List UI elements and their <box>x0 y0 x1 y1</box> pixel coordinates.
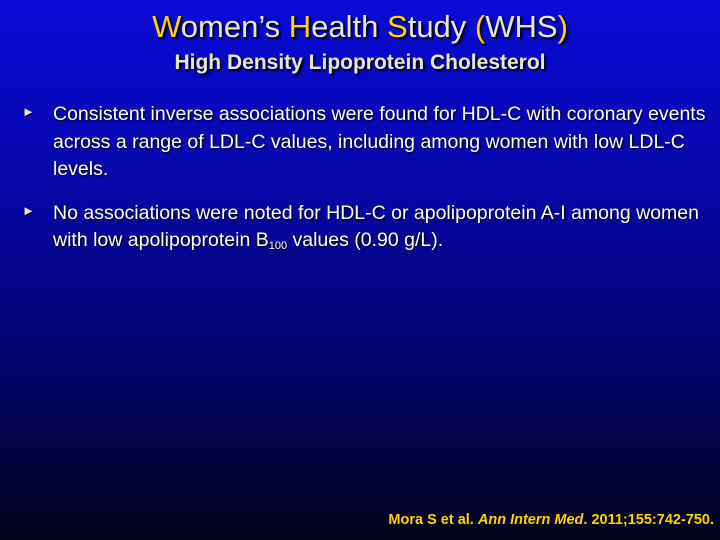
title-text-ealth: ealth <box>311 9 388 44</box>
bullet-item <box>22 200 712 255</box>
bullet-list <box>22 101 712 271</box>
citation-authors: Mora S et al. <box>388 512 478 528</box>
bullet-text <box>53 200 712 255</box>
bullet-text-before: No associations were noted for HDL-C or apolipoprotein A-I among women with low apolipoprotein B <box>53 201 699 251</box>
citation-details: . 2011;155:742-750. <box>583 512 714 528</box>
slide-title <box>0 8 720 46</box>
bullet-item <box>22 101 712 184</box>
bullet-text: Consistent inverse associations were found for HDL-C with coronary events across a range of LDL-C values, including among women with low LDL-C levels. <box>53 103 706 180</box>
bullet-marker-icon: ► <box>22 104 35 119</box>
title-close-paren: ) <box>557 9 568 44</box>
bullet-text-after: values (0.90 g/L). <box>287 229 444 251</box>
title-initial-s: S <box>387 9 408 44</box>
title-initial-w: W <box>152 9 181 44</box>
title-text-tudy: tudy <box>407 9 475 44</box>
title-open-paren: ( <box>474 9 486 44</box>
slide-subtitle: High Density Lipoprotein Cholesterol <box>174 51 546 74</box>
title-initial-h: H <box>288 9 312 44</box>
citation <box>388 512 714 528</box>
bullet-subscript: 100 <box>268 240 288 252</box>
title-text-omens: omen’s <box>180 9 289 44</box>
title-abbrev: WHS <box>485 9 558 44</box>
bullet-marker-icon: ► <box>22 202 35 218</box>
citation-journal: Ann Intern Med <box>477 512 584 528</box>
